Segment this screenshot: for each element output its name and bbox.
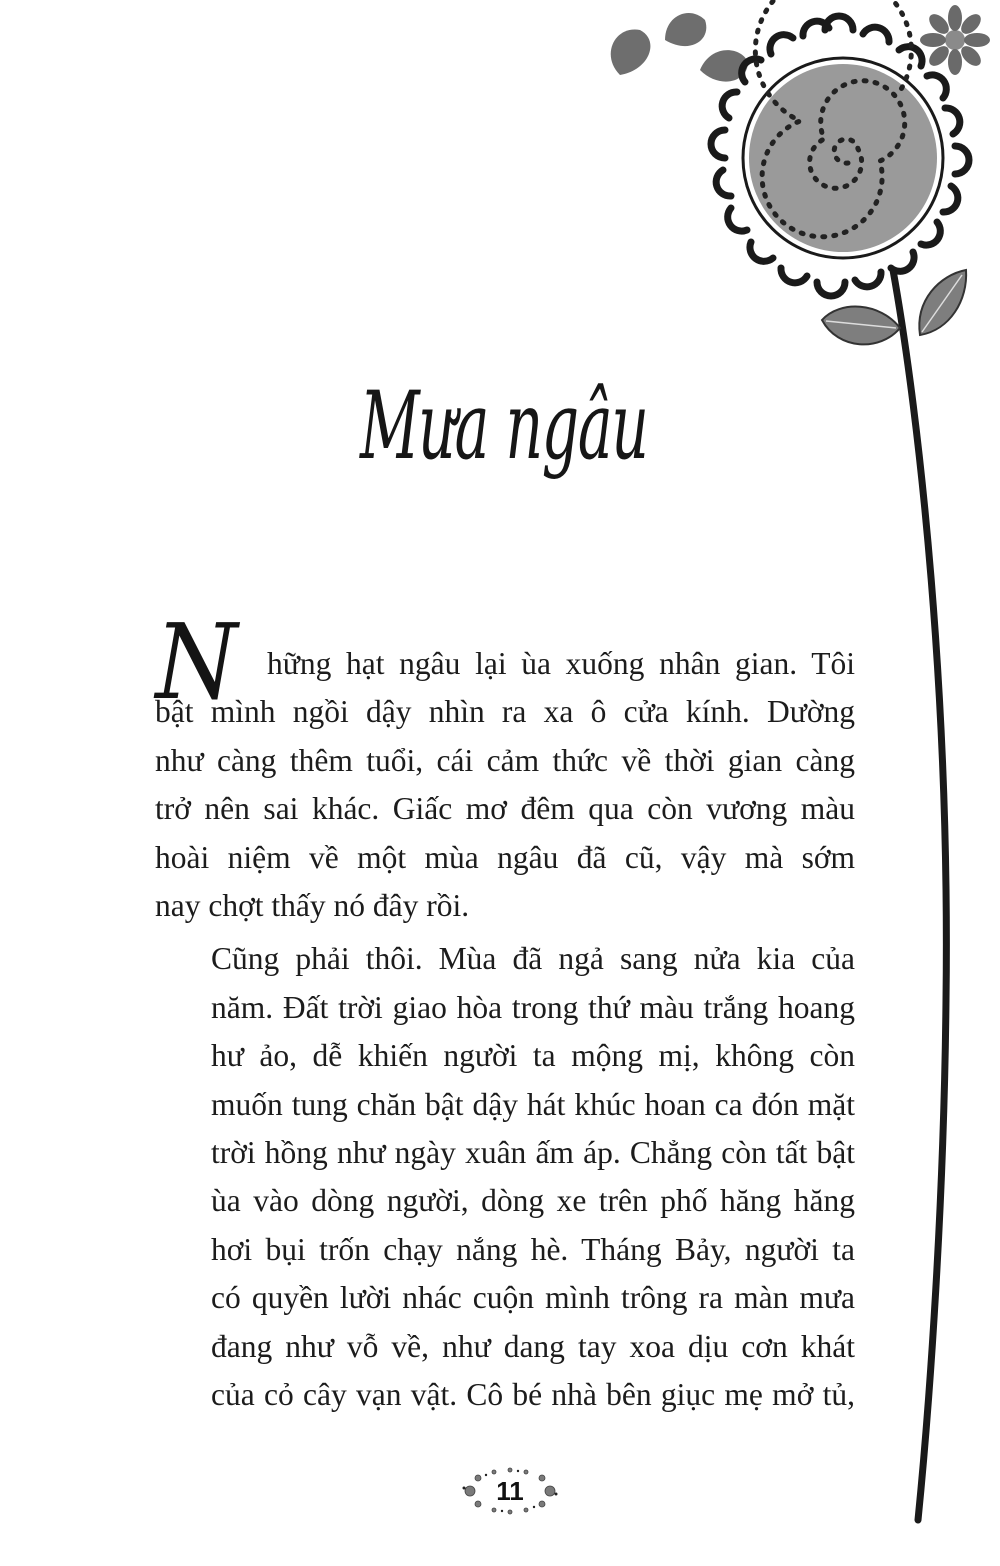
small-daisy [920, 5, 990, 75]
paragraph-2-line: năm. Đất trời giao hòa trong thứ màu trắng hoang [211, 989, 855, 1025]
paragraph-1 [155, 601, 855, 930]
leaf-left [822, 307, 900, 345]
small-petal-1 [611, 29, 651, 75]
paragraph-2-line: hư ảo, dễ khiến người ta mộng mị, không còn [211, 1038, 855, 1074]
paragraph-2-line: Cũng phải thôi. Mùa đã ngả sang nửa kia của [211, 941, 855, 977]
leaf-right [919, 270, 966, 335]
flower-head [711, 0, 969, 296]
paragraph-1-line: trở nên sai khác. Giấc mơ đêm qua còn vương màu [155, 791, 855, 827]
paragraph-2 [155, 935, 855, 1419]
paragraph-1-line: như càng thêm tuổi, cái cảm thức về thời gian càng [155, 742, 855, 778]
small-petal-2 [665, 13, 706, 46]
paragraph-2-line: đang như vỗ về, như dang tay xoa dịu cơn khát [211, 1328, 855, 1364]
stem [893, 270, 946, 1520]
paragraph-1-line: nay chợt thấy nó đây rồi. [155, 888, 470, 924]
small-petal-3 [700, 50, 748, 81]
page-number-text: 11 [496, 1475, 524, 1506]
paragraph-2-line: của cỏ cây vạn vật. Cô bé nhà bên giục mẹ mở tủ, [211, 1377, 855, 1413]
chapter-title: Mưa ngâu [359, 372, 648, 481]
body-text [155, 601, 855, 1420]
paragraph-2-line: trời hồng như ngày xuân ấm áp. Chẳng còn tất bật [211, 1135, 855, 1171]
paragraph-2-line: ùa vào dòng người, dòng xe trên phố hăng hăng [211, 1183, 855, 1219]
paragraph-2-line: hơi bụi trốn chạy nắng hè. Tháng Bảy, người ta [211, 1231, 855, 1267]
drop-cap: N [155, 601, 238, 723]
paragraph-2-line: có quyền lười nhác cuộn mình trông ra màn mưa [211, 1280, 855, 1316]
page-number [456, 1466, 564, 1516]
paragraph-2-line: muốn tung chăn bật dậy hát khúc hoan ca đón mặt [211, 1086, 855, 1122]
paragraph-1-line: hoài niệm về một mùa ngâu đã cũ, vậy mà sớm [155, 839, 855, 875]
paragraph-1-first-text: hững hạt ngâu lại ùa xuống nhân gian. Tôi [267, 646, 855, 681]
paragraph-1-line: bật mình ngồi dậy nhìn ra xa ô cửa kính. Dường [155, 694, 855, 730]
